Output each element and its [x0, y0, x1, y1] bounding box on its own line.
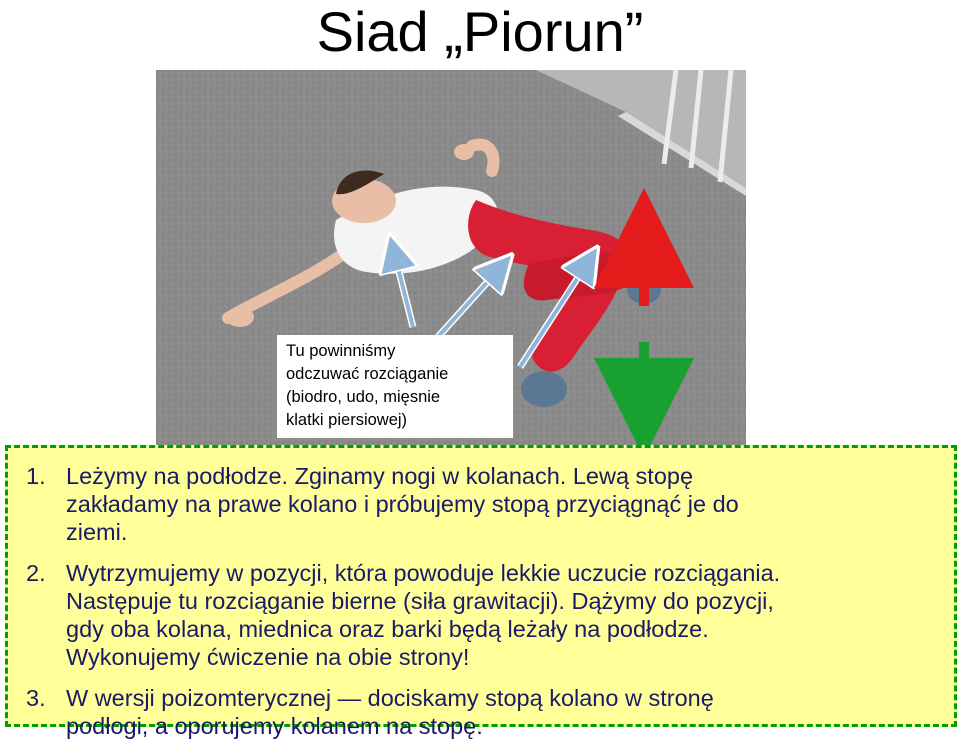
step-number: 2.: [26, 560, 46, 586]
step-line: Leżymy na podłodze. Zginamy nogi w kolanach. Lewą stopę: [66, 463, 694, 489]
step-line: Wytrzymujemy w pozycji, która powoduje lekkie uczucie rozciągania.: [66, 560, 781, 586]
step-text: [66, 462, 936, 546]
step-text: [66, 559, 936, 671]
instruction-step-1: [26, 462, 936, 546]
caption-line: odczuwać rozciąganie: [286, 365, 449, 383]
step-line: gdy oba kolana, miednica oraz barki będą leżały na podłodze.: [66, 616, 709, 642]
step-line: Następuje tu rozciąganie bierne (siła grawitacji). Dążymy do pozycji,: [66, 588, 774, 614]
step-line: W wersji poizomterycznej — dociskamy stopą kolano w stronę: [66, 685, 714, 711]
caption-line: (biodro, udo, mięsnie: [286, 388, 441, 406]
caption-line: Tu powinniśmy: [286, 342, 396, 360]
step-line: podłogi, a oporujemy kolanem na stopę.: [66, 713, 483, 739]
step-line: zakładamy na prawe kolano i próbujemy stopą przyciągnąć je do: [66, 491, 739, 517]
step-line: ziemi.: [66, 519, 128, 545]
page-title: Siad „Piorun”: [316, 0, 644, 63]
step-number: 1.: [26, 463, 46, 489]
instructions-box: [5, 445, 957, 739]
caption-line: klatki piersiowej): [286, 411, 408, 429]
instruction-step-2: [26, 559, 936, 671]
step-number: 3.: [26, 685, 46, 711]
photo-caption: [277, 335, 513, 438]
step-line: Wykonujemy ćwiczenie na obie strony!: [66, 644, 470, 670]
